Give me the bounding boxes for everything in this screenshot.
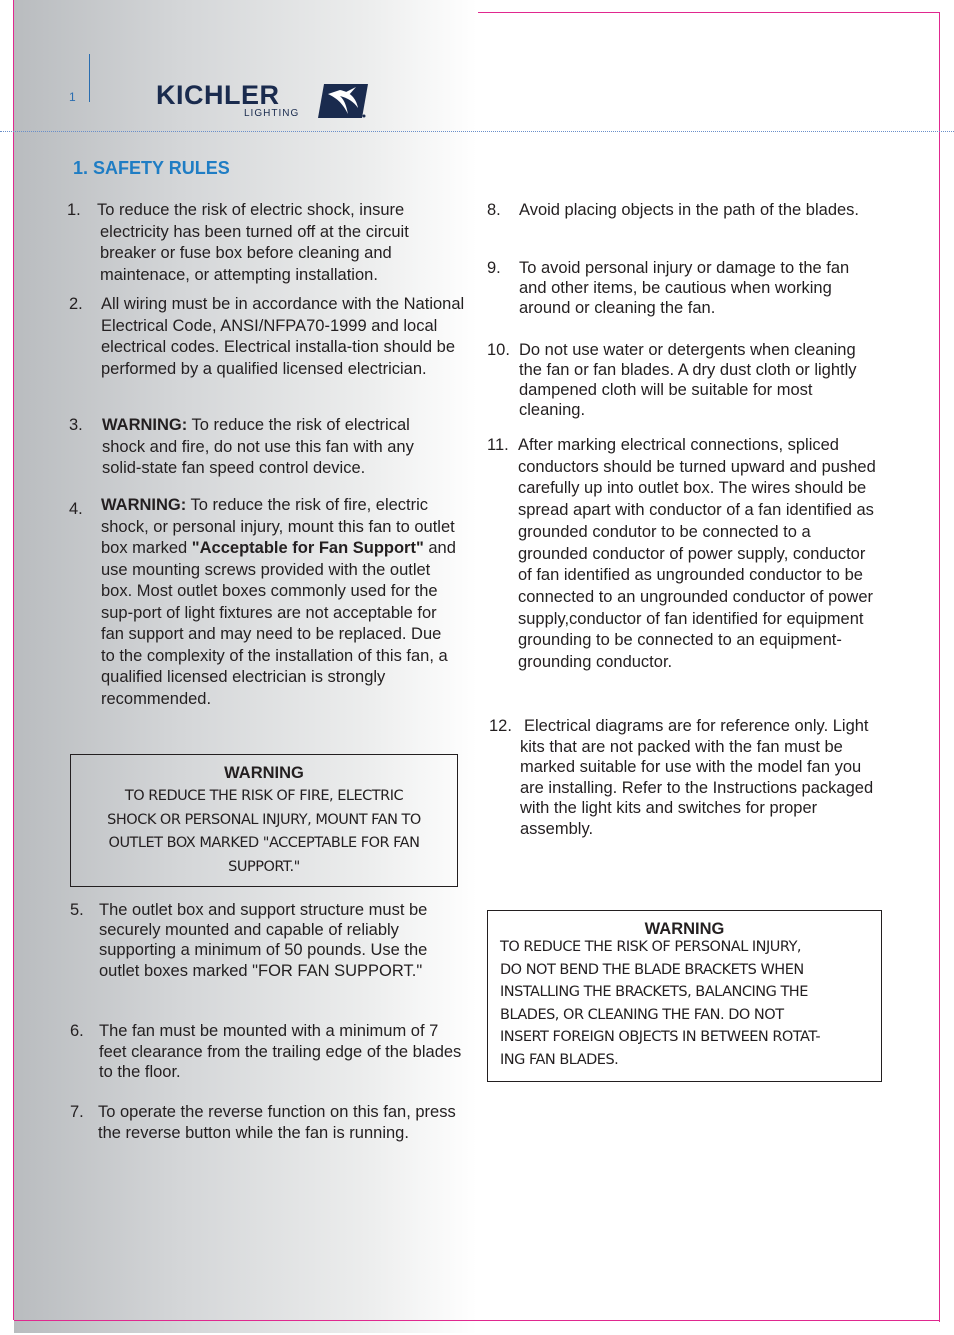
warning-box-outlet bbox=[70, 754, 458, 887]
warning-line: ING FAN BLADES. bbox=[500, 1051, 619, 1068]
page-number: 1 bbox=[69, 90, 76, 104]
section-title: 1. SAFETY RULES bbox=[73, 158, 230, 178]
warning-body bbox=[81, 785, 447, 879]
rule-number: 12. bbox=[489, 717, 512, 735]
header-rule bbox=[0, 131, 954, 132]
warning-line: INSTALLING THE BRACKETS, BALANCING THE bbox=[500, 984, 808, 1000]
rule-number: 6. bbox=[70, 1022, 84, 1040]
rule-text bbox=[101, 495, 456, 710]
kichler-bird-logo-icon bbox=[318, 84, 368, 118]
warning-body bbox=[500, 936, 875, 1071]
warning-label: WARNING: bbox=[102, 416, 188, 434]
rule-text: Electrical diagrams are for reference only. Light kits that are not packed with the fan must be marked suitable for use with the model fan you are installing. Refer to the Instructions packaged with the light kits and switches for proper assembly. bbox=[520, 717, 874, 838]
rule-text: Do not use water or detergents when cleaning the fan or fan blades. A dry dust cloth or lightly dampened cloth will be suitable for most cleaning. bbox=[519, 341, 857, 419]
warning-line: DO NOT BEND THE BLADE BRACKETS WHEN bbox=[500, 961, 804, 978]
rule-number: 1. bbox=[67, 201, 81, 219]
page-number-bar bbox=[89, 54, 90, 102]
rule-number: 8. bbox=[487, 201, 501, 219]
rule-text: The outlet box and support structure must be securely mounted and capable of reliably supporting a minimum of 50 pounds. Use the outlet boxes marked "FOR FAN SUPPORT." bbox=[99, 901, 428, 980]
rule-number: 2. bbox=[69, 295, 83, 313]
acceptable-label: "Acceptable for Fan Support" bbox=[191, 539, 424, 557]
warning-line: BLADES, OR CLEANING THE FAN. DO NOT bbox=[500, 1006, 784, 1023]
brand-logo bbox=[156, 82, 376, 122]
rule-text: To operate the reverse function on this fan, press the reverse button while the fan is running. bbox=[98, 1103, 456, 1142]
rule-text: The fan must be mounted with a minimum of 7 feet clearance from the trailing edge of the blades to the floor. bbox=[99, 1022, 462, 1081]
warning-line: SUPPORT." bbox=[228, 858, 300, 875]
warning-line: OUTLET BOX MARKED "ACCEPTABLE FOR FAN bbox=[108, 835, 420, 851]
rule-text: All wiring must be in accordance with the National Electrical Code, ANSI/NFPA70-1999 and local electrical codes. Electrical installa-tion should be performed by a qualified licensed electrician. bbox=[101, 295, 465, 378]
warning-line: TO REDUCE THE RISK OF PERSONAL INJURY, bbox=[500, 939, 802, 955]
brand-name: KICHLER bbox=[156, 80, 280, 110]
warning-line: SHOCK OR PERSONAL INJURY, MOUNT FAN TO bbox=[107, 811, 421, 828]
warning-box-blades bbox=[487, 910, 882, 1082]
rule-text: To avoid personal injury or damage to the fan and other items, be cautious when working around or cleaning the fan. bbox=[519, 259, 850, 317]
rule-text-body: To reduce the risk of electrical shock and fire, do not use this fan with any solid-state fan speed control device. bbox=[102, 416, 414, 477]
rule-number: 9. bbox=[487, 259, 501, 277]
rule-text: Avoid placing objects in the path of the blades. bbox=[519, 201, 860, 219]
warning-label: WARNING: bbox=[101, 496, 187, 514]
warning-heading: WARNING bbox=[224, 764, 304, 782]
warning-line: INSERT FOREIGN OBJECTS IN BETWEEN ROTAT- bbox=[500, 1029, 821, 1045]
warning-line: TO REDUCE THE RISK OF FIRE, ELECTRIC bbox=[124, 788, 404, 804]
brand-subtitle: LIGHTING bbox=[244, 108, 300, 119]
rule-text: To reduce the risk of electric shock, insure electricity has been turned off at the circuit breaker or fuse box before cleaning and maintenace, or attempting installation. bbox=[97, 201, 409, 284]
rule-text-body: and use mounting screws provided with the outlet box. Most outlet boxes commonly used for the sup-port of light fixtures are not acceptable for fan support and may need to be replaced. Due to the complexity of the installation of this fan, a qualified licensed electrician is strongly recommended. bbox=[101, 539, 456, 708]
trim-line-right bbox=[939, 12, 940, 1322]
rule-number: 11. bbox=[487, 436, 509, 454]
trim-line-top bbox=[478, 12, 940, 13]
rule-number: 5. bbox=[70, 901, 84, 919]
warning-heading: WARNING bbox=[644, 920, 725, 938]
trim-line-left bbox=[13, 0, 14, 1320]
rule-text: After marking electrical connections, spliced conductors should be turned upward and pushed carefully up into outlet box. The wires should be spread apart with conductor of a fan identified as grounded condutor to be connected to a grounded conductor of power supply, conductor of fan identified as ungrounded conductor to be connected to an ungrounded conductor of power supply,conductor of fan identified for equipment grounding to be connected to an equipment-grounding conductor. bbox=[518, 436, 876, 672]
rule-number: 4. bbox=[69, 500, 83, 518]
rule-text-body: To reduce the risk of fire, electric shock, or personal injury, mount this fan to outlet box marked bbox=[101, 496, 455, 557]
rule-number: 3. bbox=[69, 416, 83, 434]
rule-number: 10. bbox=[487, 341, 510, 359]
trim-line-bottom bbox=[14, 1320, 940, 1321]
rule-text bbox=[102, 415, 457, 480]
rule-number: 7. bbox=[70, 1103, 84, 1121]
